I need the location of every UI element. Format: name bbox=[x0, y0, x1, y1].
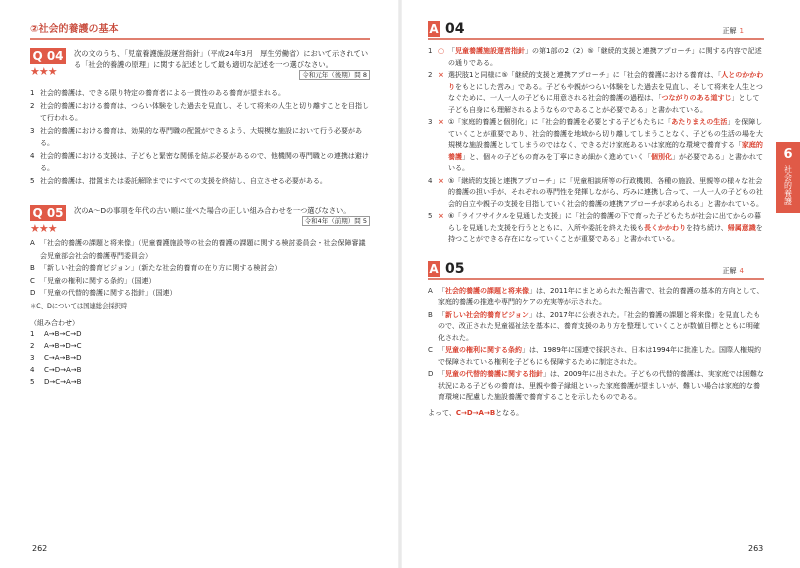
option-number: 5 bbox=[30, 176, 35, 185]
option-number: 2 bbox=[30, 101, 35, 110]
explanation-text bbox=[438, 369, 764, 404]
gutter bbox=[398, 0, 402, 568]
key-term: 児童養護施設運営指針 bbox=[455, 47, 525, 55]
question-04 bbox=[30, 48, 370, 187]
combination-text: C→D→A→B bbox=[44, 365, 82, 374]
text-run: をもとにした営み」である。子どもや親がつらい体験をした過去を見直し、そして将来を人生とつなぐために、一人一人の子どもに用意される社会的養護の過程は、「 bbox=[448, 82, 763, 102]
option-text: 社会的養護における養育は、つらい体験をした過去を見直し、そして将来の人生と切り離すことを目指して行われる。 bbox=[40, 101, 369, 122]
explanation-text bbox=[448, 176, 764, 211]
text-run: 」として子ども自身にも理解されるようなものであることが必要である」と書かれている。 bbox=[448, 94, 760, 114]
explanation-item bbox=[428, 286, 764, 309]
items-list bbox=[30, 237, 370, 300]
text-run: 」は、1989年に国連で採択され、日本は1994年に批准した。国際人権規約で保障されている権利を子どもにも保障するために制定された。 bbox=[438, 346, 762, 366]
key-term: 新しい社会的養育ビジョン bbox=[445, 310, 529, 319]
answer-number: 05 bbox=[445, 260, 465, 277]
option-item bbox=[30, 87, 370, 100]
combination-number: 3 bbox=[30, 353, 35, 362]
key-term: 人とのかかわり bbox=[448, 71, 764, 91]
combination-item bbox=[30, 328, 370, 340]
reference-box: 令和4年（前期）問 5 bbox=[302, 216, 370, 226]
left-page bbox=[30, 20, 370, 398]
correct-label: 正解 bbox=[722, 266, 737, 275]
answer-number: 04 bbox=[445, 21, 465, 37]
explanation-text bbox=[438, 286, 764, 309]
question-text bbox=[74, 205, 370, 227]
text-run: ⑥「ライフサイクルを見通した支援」に「社会的養護の下で育った子どもたちが社会に出てからの暮らしを見通した支援を行うとともに、入所や委託を終えた後も bbox=[448, 212, 762, 232]
item-entry bbox=[30, 262, 370, 275]
combination-item bbox=[30, 352, 370, 364]
explanation-text bbox=[448, 70, 764, 116]
option-number: 4 bbox=[30, 151, 35, 160]
explanation-number: B bbox=[428, 310, 433, 319]
question-body: 次のA～Dの事項を年代の古い順に並べた場合の正しい組み合わせを一つ選びなさい。 bbox=[74, 206, 351, 215]
judgement-mark: × bbox=[438, 71, 444, 79]
question-badge bbox=[30, 205, 66, 235]
combination-text: C→A→B→D bbox=[44, 353, 82, 362]
key-term: 帰属意識 bbox=[727, 223, 756, 232]
judgement-mark: × bbox=[438, 118, 444, 126]
combination-number: 4 bbox=[30, 365, 35, 374]
explanation-item bbox=[428, 117, 764, 175]
text-run: 「 bbox=[438, 286, 445, 295]
item-entry bbox=[30, 237, 370, 262]
page-number-left: 262 bbox=[32, 544, 48, 553]
option-item bbox=[30, 175, 370, 188]
combination-title: （組み合わせ） bbox=[30, 318, 79, 327]
conclusion bbox=[428, 408, 764, 418]
item-text: 「児童の代替的養護に関する指針」（国連） bbox=[40, 289, 177, 297]
question-label: Q 04 bbox=[30, 48, 66, 64]
text-run: ①「家庭的養護と個別化」に「社会的養護を必要とする子どもたちに「 bbox=[448, 118, 672, 126]
text-run: 選択肢1と同様に⑤「継続的支援と連携アプローチ」に「社会的養護における養育は、「 bbox=[448, 71, 722, 79]
answer-badge: A bbox=[429, 22, 439, 36]
judgement-mark: × bbox=[438, 212, 444, 220]
text-run: 」は、2017年に公表された。「社会的養護の課題と将来像」を見直したもので、改正された児童福祉法を基本に、養育支援のあり方を整理していくことが数値目標とともに明確化された。 bbox=[438, 310, 761, 342]
answer-05-header bbox=[428, 260, 764, 280]
item-text: 「児童の権利に関する条約」（国連） bbox=[40, 276, 156, 285]
key-term: 児童の代替的養護に関する指針 bbox=[445, 370, 543, 378]
chapter-label: 社会的養護 bbox=[783, 165, 793, 205]
text-run: 「 bbox=[438, 346, 445, 354]
explanation-number: C bbox=[428, 346, 433, 354]
explanation-item bbox=[428, 46, 764, 69]
page-number-right: 263 bbox=[748, 544, 764, 553]
explanation-item bbox=[428, 211, 764, 246]
explanation-number: 4 bbox=[428, 176, 433, 185]
combination-item bbox=[30, 340, 370, 352]
explanation-text bbox=[438, 345, 764, 368]
question-reference bbox=[74, 216, 370, 227]
key-term: 家庭的養護 bbox=[448, 141, 763, 161]
options-list bbox=[30, 87, 370, 187]
explanation-item bbox=[428, 345, 764, 368]
text-run: を持つことができる存在になっていくことが重要である」と書かれている。 bbox=[448, 223, 763, 243]
difficulty-stars: ★★★ bbox=[30, 222, 57, 235]
conclusion-answer: C→D→A→B bbox=[455, 408, 496, 417]
key-term: 長くかかわり bbox=[644, 223, 686, 232]
option-number: 1 bbox=[30, 89, 35, 97]
chapter-number: 6 bbox=[783, 147, 793, 162]
combination-item bbox=[30, 364, 370, 376]
question-body: 次の文のうち、「児童養護施設運営指針」（平成24年3月 厚生労働省）において示されている「社会的養護の原理」に関する記述として最も適切な記述を一つ選びなさい。 bbox=[74, 49, 369, 69]
option-item bbox=[30, 100, 370, 125]
text-run: 「 bbox=[448, 47, 455, 55]
combination-text: A→B→C→D bbox=[44, 329, 82, 338]
option-text: 社会的養護における養育は、効果的な専門職の配置ができるよう、大規模な施設において行う必要がある。 bbox=[40, 126, 362, 147]
explanation-item bbox=[428, 369, 764, 404]
text-run: 」は、2011年にまとめられた報告書で、社会的養護の基本的方向として、家庭的養護の推進や専門的ケアの充実等が示された。 bbox=[438, 286, 764, 306]
combination-number: 2 bbox=[30, 341, 35, 350]
text-run: ⑤「継続的支援と連携アプローチ」に「児童相談所等の行政機関、各種の施設、里親等の様々な社会的養護の担い手が、それぞれの専門性を発揮しながら、巧みに連携し合って、一人一人の子どもの社会的自立や親子の支援を目指していく社会的養護の連携アプローチが求められる」と書かれている。 bbox=[448, 176, 763, 208]
explanation-item bbox=[428, 70, 764, 116]
item-text: 「新しい社会的養育ビジョン」（新たな社会的養育の在り方に関する検討会） bbox=[40, 264, 282, 272]
option-text: 社会的養護は、措置または委託解除までにすべての支援を終結し、自立させる必要がある。 bbox=[40, 176, 327, 185]
footnote: ＊C、Dについては国連総会採択時 bbox=[30, 302, 128, 310]
explanation-text bbox=[448, 117, 764, 175]
question-text bbox=[74, 48, 370, 81]
right-page bbox=[428, 20, 764, 418]
answer-04-explanations bbox=[428, 46, 764, 246]
answer-04-header bbox=[428, 20, 764, 40]
combination-list bbox=[30, 328, 370, 388]
item-letter: D bbox=[30, 289, 36, 297]
item-entry bbox=[30, 287, 370, 300]
correct-answer bbox=[723, 26, 744, 36]
question-label: Q 05 bbox=[30, 205, 66, 221]
explanation-item bbox=[428, 310, 764, 345]
item-letter: A bbox=[30, 239, 35, 247]
explanation-item bbox=[428, 176, 764, 211]
difficulty-stars: ★★★ bbox=[30, 65, 57, 78]
combination-number: 5 bbox=[30, 377, 35, 386]
correct-value: 4 bbox=[739, 266, 744, 275]
explanation-number: 1 bbox=[428, 47, 433, 55]
explanation-number: D bbox=[428, 370, 434, 378]
key-term: 児童の権利に関する条約 bbox=[445, 346, 522, 354]
conclusion-prefix: よって、 bbox=[428, 408, 456, 417]
explanation-number: 3 bbox=[428, 118, 433, 126]
key-term: 社会的養護の課題と将来像 bbox=[445, 286, 529, 295]
text-run: 」と、個々の子どもの育みを丁寧にきめ細かく進めていく「 bbox=[462, 152, 651, 161]
key-term: つながりのある道すじ bbox=[661, 94, 732, 102]
answer-05-explanations bbox=[428, 286, 764, 404]
combination-item bbox=[30, 376, 370, 388]
explanation-number: 5 bbox=[428, 212, 433, 220]
combination-text: A→B→D→C bbox=[44, 341, 82, 350]
text-run: 」を保障していくことが重要であり、社会的養護を地域から切り離してしまうことなく、子どもの生活の場を大規模な施設養護としてしまうのではなく、できるだけ家庭あるいは家庭的な環境で養育する「 bbox=[448, 118, 763, 149]
chapter-tab bbox=[776, 142, 800, 213]
conclusion-suffix: となる。 bbox=[495, 408, 524, 417]
section-title: ②社会的養護の基本 bbox=[30, 20, 370, 40]
correct-answer bbox=[723, 266, 744, 276]
option-text: 社会的養護は、できる限り特定の養育者による一貫性のある養育が望まれる。 bbox=[40, 89, 285, 97]
key-term: 個別化 bbox=[651, 152, 672, 161]
explanation-text bbox=[448, 211, 764, 246]
question-05 bbox=[30, 205, 370, 388]
judgement-mark: × bbox=[438, 176, 444, 185]
option-item bbox=[30, 150, 370, 175]
item-letter: B bbox=[30, 264, 35, 272]
key-term: あたりまえの生活 bbox=[671, 118, 728, 126]
option-text: 社会的養護における支援は、子どもと緊密な関係を結ぶ必要があるので、他機関の専門職との連携は避ける。 bbox=[40, 151, 369, 172]
text-run: 」が必要である」と書かれている。 bbox=[448, 152, 763, 172]
reference-box: 令和元年（後期）問 8 bbox=[299, 70, 370, 80]
text-run: を持ち続け、 bbox=[686, 223, 728, 232]
option-number: 3 bbox=[30, 126, 35, 135]
correct-label: 正解 bbox=[722, 27, 737, 35]
combination-number: 1 bbox=[30, 329, 35, 338]
explanation-text bbox=[438, 310, 764, 345]
combination-text: D→C→A→B bbox=[44, 377, 82, 386]
text-run: 「 bbox=[438, 370, 445, 378]
text-run: 「 bbox=[438, 310, 445, 319]
item-text: 「社会的養護の課題と将来像」（児童養護施設等の社会的養護の課題に関する検討委員会・社会保障審議会児童部会社会的養護専門委員会） bbox=[40, 239, 366, 260]
judgement-mark: ○ bbox=[438, 47, 445, 55]
item-entry bbox=[30, 275, 370, 288]
explanation-text bbox=[448, 46, 764, 69]
question-reference bbox=[74, 70, 370, 81]
explanation-number: A bbox=[428, 286, 433, 295]
text-run: 」は、2009年に出された。子どもの代替的養護は、実家庭では困難な状況にある子どもの養育は、里親や養子縁組といった家庭養護が望ましいが、難しい場合は家庭的な養育環境に配慮した施設養護で養育することを示したものである。 bbox=[438, 370, 764, 401]
item-letter: C bbox=[30, 276, 35, 285]
option-item bbox=[30, 125, 370, 150]
question-badge bbox=[30, 48, 66, 78]
answer-badge: A bbox=[429, 261, 439, 276]
explanation-number: 2 bbox=[428, 71, 433, 79]
correct-value: 1 bbox=[739, 27, 744, 35]
text-run: 」の第1部の2（2）⑤「継続的支援と連携アプローチ」に関する内容で記述の通りである。 bbox=[448, 47, 762, 67]
